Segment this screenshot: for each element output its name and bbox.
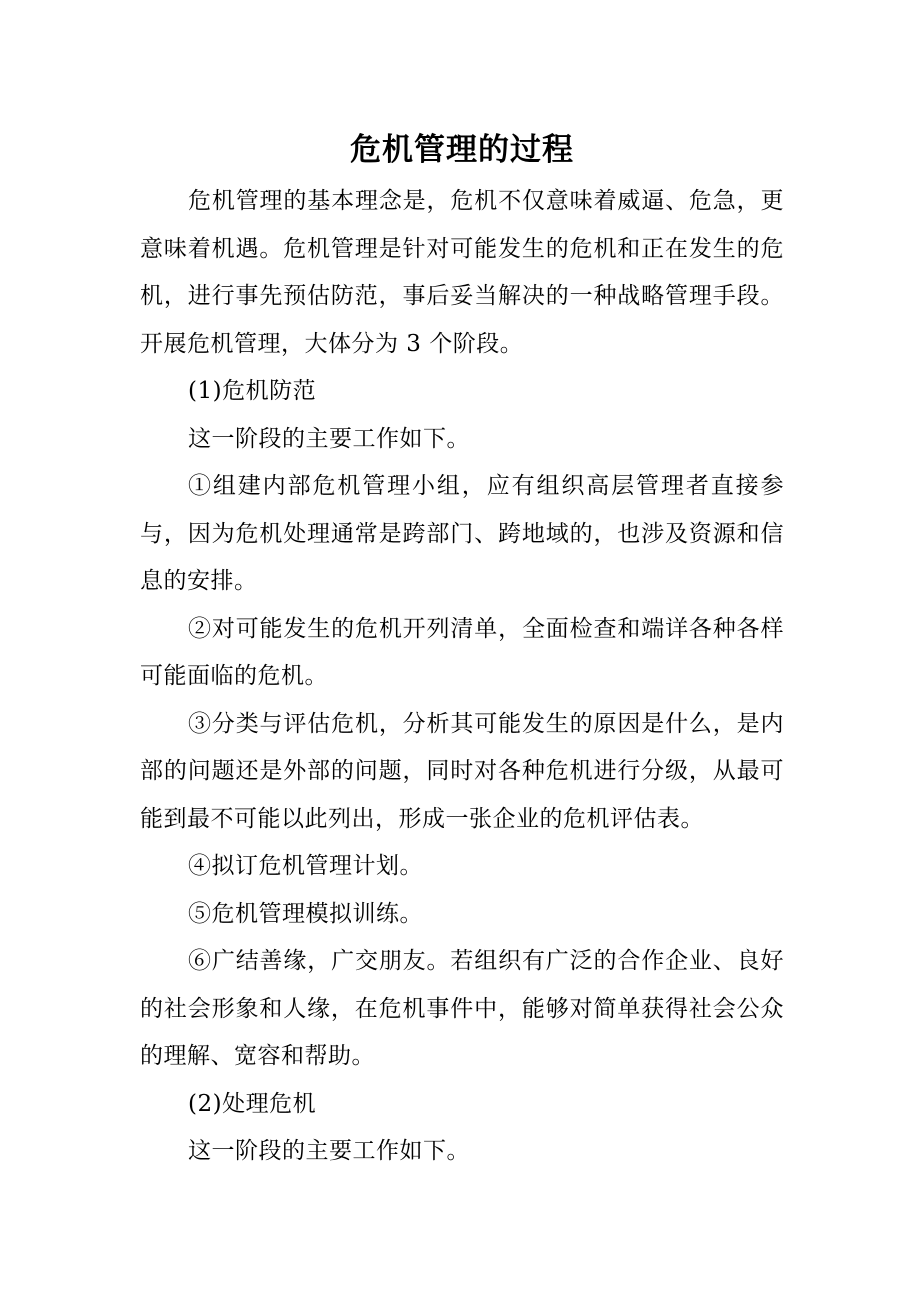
paragraph-stage-work-1: 这一阶段的主要工作如下。 xyxy=(188,425,470,452)
list-item-4: ④拟订危机管理计划。 xyxy=(188,853,423,879)
document-title: 危机管理的过程 xyxy=(350,132,574,168)
heading-crisis-handling: (2)处理危机 xyxy=(188,1090,317,1117)
list-item-2: ②对可能发生的危机开列清单，全面检查和端详各种各样可能面临的危机。 xyxy=(140,615,784,689)
document-page xyxy=(140,122,784,1176)
heading-crisis-prevention: (1)危机防范 xyxy=(188,378,317,404)
list-item-6: ⑥广结善缘，广交朋友。若组织有广泛的合作企业、良好的社会形象和人缘，在危机事件中，能够对简单获得社会公众的理解、宽容和帮助。 xyxy=(140,948,784,1069)
paragraph-intro: 危机管理的基本理念是，危机不仅意味着威逼、危急，更意味着机遇。危机管理是针对可能发生的危机和正在发生的危机，进行事先预估防范，事后妥当解决的一种战略管理手段。开展危机管理，大体分为 3 个阶段。 xyxy=(140,188,784,357)
list-item-5: ⑤危机管理模拟训练。 xyxy=(188,900,423,927)
paragraph-stage-work-2: 这一阶段的主要工作如下。 xyxy=(188,1138,470,1164)
list-item-3: ③分类与评估危机，分析其可能发生的原因是什么，是内部的问题还是外部的问题，同时对各种危机进行分级，从最可能到最不可能以此列出，形成一张企业的危机评估表。 xyxy=(140,710,784,832)
list-item-1: ①组建内部危机管理小组，应有组织高层管理者直接参与，因为危机处理通常是跨部门、跨地域的，也涉及资源和信息的安排。 xyxy=(140,473,784,594)
